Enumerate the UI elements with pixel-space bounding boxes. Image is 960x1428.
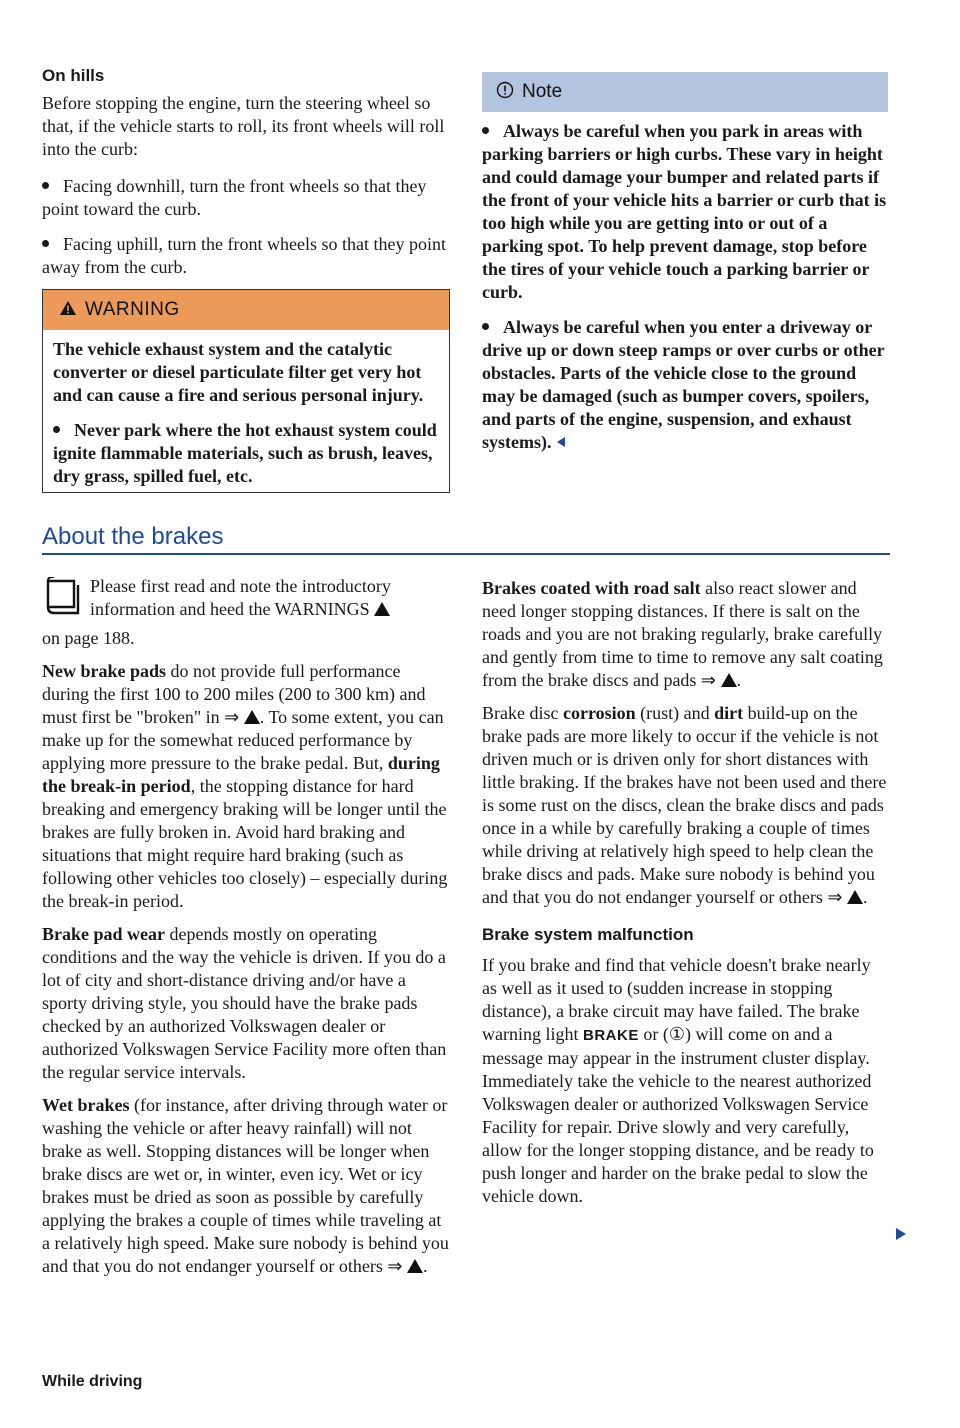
- wet-brakes-paragraph: Wet brakes (for instance, after driving through water or washing the vehicle or after heavy rainfall) will not brake as well. Stopping distances will be longer when brake discs are wet or, in winter, even icy. Wet or icy brakes must be dried as soon as possible by carefully applying the brakes a couple of times while traveling at a relatively high speed. Make sure nobody is behind you and that you do not endanger yourself or others ⇒ .: [42, 1095, 449, 1276]
- warning-triangle-icon: [721, 673, 737, 687]
- warning-triangle-icon: [847, 890, 863, 904]
- info-circle-icon: [496, 81, 514, 104]
- brakes-intro-page: on page 188.: [42, 628, 135, 648]
- section-end-marker-icon: [556, 432, 566, 452]
- book-icon: [42, 577, 82, 621]
- on-hills-title: On hills: [42, 66, 105, 85]
- brakes-intro: Please first read and note the introductory information and heed the WARNINGS: [90, 576, 391, 619]
- on-hills-bullet: Facing uphill, turn the front wheels so that they point away from the curb.: [42, 234, 446, 277]
- page-title: About the brakes: [42, 523, 224, 550]
- pad-wear-paragraph: Brake pad wear depends mostly on operating conditions and the way the vehicle is driven. If you do a lot of city and short-distance driving and/or have a sporty driving style, you should have the brake pads checked by an authorized Volkswagen dealer or authorized Volkswagen Service Facility more often than the regular service intervals.: [42, 924, 447, 1082]
- warning-triangle-icon: [244, 710, 260, 724]
- intro-block: [42, 575, 450, 621]
- warning-header: [43, 290, 449, 330]
- bullet-dot-icon: [42, 240, 49, 247]
- bullet-dot-icon: [482, 127, 489, 134]
- note-bullet: Always be careful when you park in areas with parking barriers or high curbs. These vary in height and could damage your bumper and related parts if the front of your vehicle hits a barrier or curb that is too high while you are getting into or out of a parking spot. To help prevent damage, stop before the tires of your vehicle touch a parking barrier or curb.: [482, 121, 887, 302]
- bullet-dot-icon: [42, 182, 49, 189]
- on-hills-section: [42, 66, 450, 289]
- new-pads-paragraph: New brake pads do not provide full performance during the first 100 to 200 miles (200 to 300 km) and must first be "broken" in ⇒ . To some extent, you can make up for the somewhat reduced performance by applying more pressure to the brake pedal. But, during the break-in period, the stopping distance for hard breaking and emergency braking will be longer until the brakes are fully broken in. Avoid hard braking and situations that might require hard braking (such as following other vehicles too closely) – especially during the break-in period.: [42, 661, 448, 911]
- warning-text: The vehicle exhaust system and the catalytic converter or diesel particulate filter get very hot and can cause a fire and serious personal injury.: [53, 339, 424, 405]
- malfunction-title: Brake system malfunction: [482, 925, 694, 944]
- brake-warning-light-label: BRAKE: [583, 1027, 639, 1044]
- warning-label: WARNING: [85, 299, 180, 320]
- warning-box: [42, 289, 450, 493]
- note-box: [482, 72, 888, 454]
- warning-triangle-icon: [374, 602, 390, 616]
- brakes-right-column: [482, 577, 890, 1218]
- brakes-left-column: [42, 575, 450, 1288]
- note-header: [482, 72, 888, 112]
- road-salt-paragraph: Brakes coated with road salt also react slower and need longer stopping distances. If there is salt on the roads and you are not braking regularly, brake carefully and gently from time to time to remove any salt coating from the brake discs and pads ⇒ .: [482, 578, 883, 690]
- brake-circle-icon: (①): [662, 1024, 691, 1044]
- warning-bullet: Never park where the hot exhaust system could ignite flammable materials, such as brush, leaves, dry grass, spilled fuel, etc.: [53, 420, 437, 486]
- bullet-dot-icon: [482, 323, 489, 330]
- corrosion-paragraph: Brake disc corrosion (rust) and dirt build-up on the brake pads are more likely to occur if the vehicle is not driven much or is driven only for short distances with little braking. If the brakes have not been used and there is some rust on the discs, clean the brake discs and pads once in a while by carefully braking a couple of times while driving at relatively high speed to help clean the brake discs and pads. Make sure nobody is behind you and that you do not endanger yourself or others ⇒ .: [482, 703, 887, 907]
- bullet-dot-icon: [53, 426, 60, 433]
- on-hills-intro: Before stopping the engine, turn the steering wheel so that, if the vehicle starts to roll, its front wheels will roll into the curb:: [42, 93, 445, 159]
- note-label: Note: [522, 81, 563, 102]
- footer-section-name: While driving: [42, 1373, 143, 1390]
- warning-triangle-icon: [407, 1259, 423, 1273]
- warning-triangle-icon: [59, 300, 77, 321]
- malfunction-paragraph: If you brake and find that vehicle doesn't brake nearly as well as it used to (sudden increase in stopping distance), a brake circuit may have failed. The brake warning light BRAKE or (①) will come on and a message may appear in the instrument cluster display. Immediately take the vehicle to the nearest authorized Volkswagen dealer or authorized Volkswagen Service Facility for repair. Drive slowly and very carefully, allow for the longer stopping distance, and be ready to push longer and harder on the brake pedal to slow the vehicle down.: [482, 955, 874, 1206]
- note-bullet: Always be careful when you enter a driveway or drive up or down steep ramps or over curbs or other obstacles. Parts of the vehicle close to the ground may be damaged (such as bumper covers, spoilers, and parts of the engine, suspension, and exhaust systems).: [482, 317, 885, 452]
- continue-arrow-icon: [895, 1227, 907, 1246]
- section-divider: [42, 553, 890, 555]
- on-hills-bullet: Facing downhill, turn the front wheels so that they point toward the curb.: [42, 176, 427, 219]
